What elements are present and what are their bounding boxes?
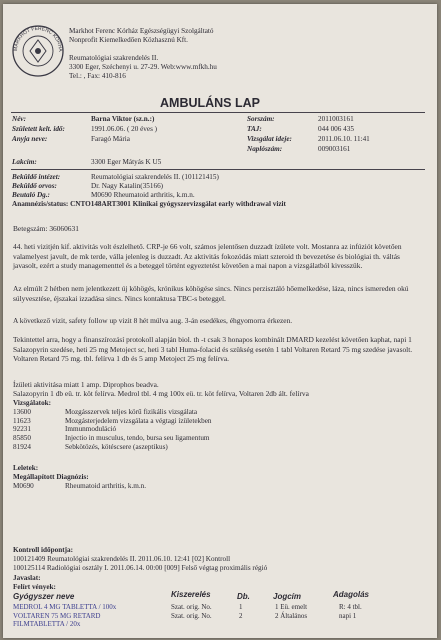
rx-drug: VOLTAREN 75 MG RETARD [13, 611, 101, 620]
procedure-row: 92231 Immunmoduláció [13, 425, 117, 434]
control-line: 100125114 Radiológiai osztály I. 2011.06.14. 00:00 [009] Felső végtag proximális régió [13, 564, 268, 572]
divider [11, 112, 425, 113]
referral-institute-value: Reumatológiai szakrendelés II. (101121415) [91, 173, 219, 181]
paragraph-activity: 44. heti vizitjén kif. aktivitás volt észlelhető. CRP-je 66 volt, számos jelentősen duzzadt ízülete volt. Mostanra az infúziót követően valamelyest javult, de mk terde, válla jelenleg is duzzadt. Az aktivitás fokozódás miatt szteroid th bevezetése és biológiai th. váltás javasolt, ezért a study managementtel és a beteggel történt egyeztetést követően a mai napon a vizsgálatból kivesszük. [13, 242, 402, 271]
serial-value: 2011003161 [318, 115, 354, 123]
svg-text:MARKHOT FERENC KÓRHÁZ: MARKHOT FERENC KÓRHÁ [12, 25, 64, 52]
log-number-label: Naplószám: [247, 145, 283, 153]
anamnesis-line: Anamnézis/status: CNTO148ART3001 Klinikai gyógyszervizsgálat early withdrawal vizit [12, 200, 286, 208]
rx-header-pack: Kiszerelés [171, 590, 211, 599]
rx-header-dose: Adagolás [333, 590, 370, 599]
rx-packs: Szat. orig. No. Szat. orig. No. [171, 603, 212, 620]
serial-label: Sorszám: [247, 115, 275, 123]
rx-header-name: Gyógyszer neve [13, 592, 75, 601]
procedure-row: 85850 Injectio in musculus, tendo, bursa seu ligamentum [13, 434, 210, 443]
mother-value: Faragó Mária [91, 135, 130, 143]
taj-label: TAJ: [247, 125, 262, 133]
address-value: 3300 Eger Mátyás K U5 [91, 158, 162, 166]
name-label: Név: [12, 115, 26, 123]
referral-dx-label: Beutaló Dg.: [12, 191, 50, 199]
taj-value: 044 006 435 [318, 125, 354, 133]
hospital-name: Markhot Ferenc Kórház Egészségügyi Szolgáltató [69, 27, 214, 35]
document-title: AMBULÁNS LAP [160, 96, 260, 110]
rx-drug: FILMTABLETTA / 20x [13, 620, 81, 629]
divider [11, 169, 425, 170]
document-page [3, 4, 437, 638]
diagnosis-title: Megállapított Diagnózis: [13, 473, 89, 481]
injection-line: Ízületi aktivitása miatt 1 amp. Diprophos beadva. [13, 380, 159, 389]
procedure-row: 11623 Mozgásterjedelem vizsgálata a végtagi ízületekben [13, 416, 212, 425]
diagnosis-name: Rheumatoid arthritis, k.m.n. [65, 482, 147, 490]
paragraph-next-visit: A következő vizit, safety follow up vizit 8 hét múlva aug. 3-án esedékes, éhgyomorra érkezen. [13, 316, 293, 325]
paragraph-treatment: Tekintettel arra, hogy a finanszírozásí protokoll alapján biol. th -t csak 3 honapos kombinált DMARD kezelést követően kaphat, napi 1 Salazopyrin szedése, heti 25 mg Metoject sc, heti 3 tabl Huma-folacid és szükség esetén 1 tabl Voltaren Retard 75 mg szedése javasolt. Voltaren Retard 75 mg. tbl. felírva 1 db és 5 amp Metoject 25 mg felírva. [13, 335, 413, 364]
patient-number: Betegszám: 36060631 [13, 224, 79, 233]
paragraph-tb-screening: Az elmúlt 2 hétben nem jelentkezett új köhögés, krónikus köhögése sincs. Nincs perzisztáló hőemelkedése, láza, nincs ismereden okú súlyvesztése, éjszakai izzadása sincs. Nincs kontaktusa TBC-s beteggel. [13, 284, 409, 303]
name-value: Barna Viktor (sz.n.:) [91, 115, 155, 123]
referral-dx-value: M0690 Rheumatoid arthritis, k.m.n. [91, 191, 195, 199]
company-name: Nonprofit Kiemelkedően Közhasznú Kft. [69, 36, 188, 44]
referral-doctor-value: Dr. Nagy Katalin(35166) [91, 182, 164, 190]
control-line: 100121409 Reumatológiai szakrendelés II. 2011.06.10. 12:41 [02] Kontroll [13, 555, 231, 563]
prescriptions-title: Felírt vények: [13, 583, 56, 591]
prescription-line: Salazopyrin 1 db eü. tr. köt felírva. Medrol tbl. 4 mg 100x eü. tr. köt felírva, Voltaren 2db ált. felírva [13, 389, 309, 398]
rx-header-right: Jogcím [273, 592, 302, 601]
control-title: Kontroll időpontja: [13, 546, 73, 554]
mother-label: Anyja neve: [12, 135, 48, 143]
referral-institute-label: Beküldő intézet: [12, 173, 61, 181]
referral-doctor-label: Beküldő orvos: [12, 182, 57, 190]
rx-rights: 1 Eü. emelt 2 Általános [275, 603, 308, 620]
rx-header-qty: Db. [237, 592, 250, 601]
procedure-row: 13600 Mozgásszervek teljes körű fizikális vizsgálata [13, 408, 198, 416]
diagnosis-code: M0690 [13, 482, 34, 490]
address-label: Lakcím: [12, 158, 37, 166]
hospital-seal-logo [11, 24, 65, 78]
rx-doses: R: 4 tbl. napi 1 [339, 603, 362, 620]
hospital-phone: Tel.: , Fax: 410-816 [69, 72, 126, 80]
advice-title: Javaslat: [13, 574, 41, 582]
birth-label: Született kelt. idő: [12, 125, 65, 133]
procedures-list [13, 408, 211, 452]
birth-value: 1991.06.06. ( 20 éves ) [91, 125, 158, 133]
exam-time-value: 2011.06.10. 11:41 [318, 135, 370, 143]
rx-drug: MEDROL 4 MG TABLETTA / 100x [13, 603, 117, 611]
procedures-title: Vizsgálatok: [13, 399, 52, 407]
hospital-address: 3300 Eger, Széchenyi u. 27-29. Web:www.mfkh.hu [69, 63, 217, 71]
rx-quantities: 1 2 [239, 603, 243, 620]
department-name: Reumatológiai szakrendelés II. [69, 54, 159, 62]
rx-drug-names [13, 603, 116, 629]
procedure-row: 81924 Sebkötözés, kötéscsere (aszeptikus) [13, 442, 168, 451]
findings-title: Leletek: [13, 464, 39, 472]
log-number-value: 009003161 [318, 145, 351, 153]
exam-time-label: Vizsgálat ideje: [247, 135, 292, 143]
